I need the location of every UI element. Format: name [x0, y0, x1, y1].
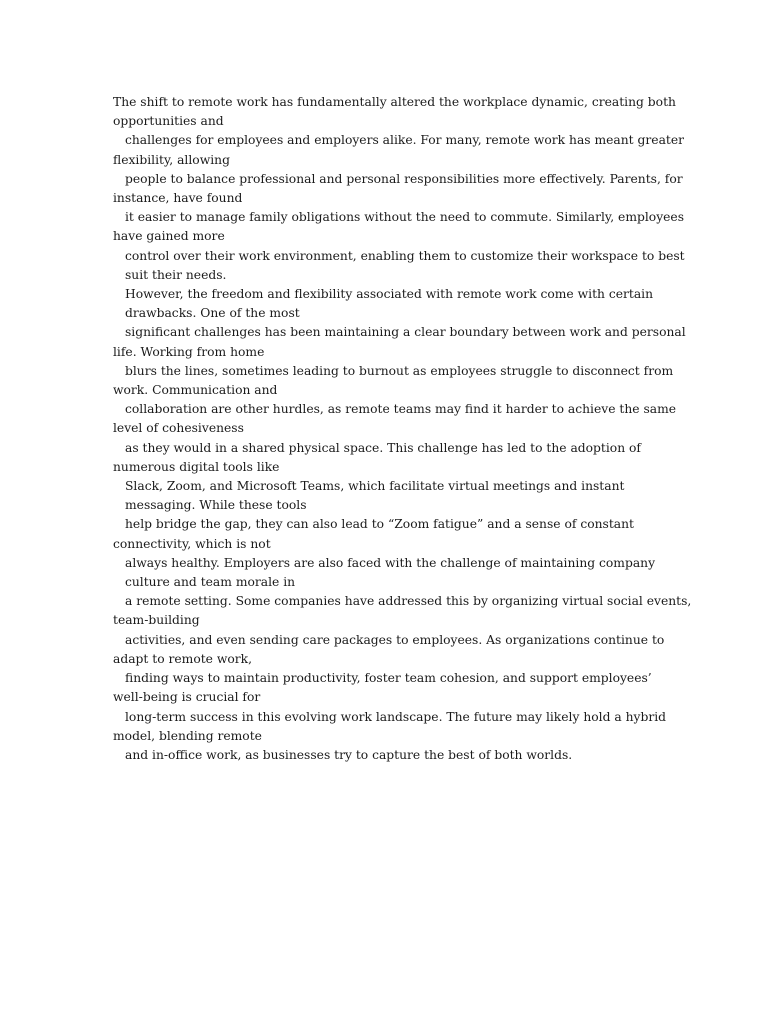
text-line: significant challenges has been maintaining a clear boundary between work and personal: [125, 325, 686, 340]
text-line: opportunities and: [113, 114, 224, 129]
text-line: help bridge the gap, they can also lead to “Zoom fatigue” and a sense of constant: [125, 517, 634, 532]
text-line: challenges for employees and employers alike. For many, remote work has meant greater: [125, 133, 684, 148]
text-line: as they would in a shared physical space. This challenge has led to the adoption of: [125, 440, 641, 455]
text-line: level of cohesiveness: [113, 421, 244, 436]
text-line: Slack, Zoom, and Microsoft Teams, which facilitate virtual meetings and instant: [125, 479, 625, 494]
text-line: long-term success in this evolving work landscape. The future may likely hold a hybrid: [125, 709, 667, 724]
text-line: have gained more: [113, 229, 225, 244]
text-line: blurs the lines, sometimes leading to burnout as employees struggle to disconnect from: [125, 363, 674, 378]
text-line: activities, and even sending care packages to employees. As organizations continue to: [125, 632, 665, 647]
text-line: culture and team morale in: [125, 575, 296, 590]
text-line: The shift to remote work has fundamentally altered the workplace dynamic, creating both: [113, 95, 676, 109]
text-line: and in-office work, as businesses try to capture the best of both worlds.: [125, 747, 573, 762]
text-line: drawbacks. One of the most: [125, 306, 300, 321]
text-line: life. Working from home: [113, 344, 265, 359]
text-line: people to balance professional and personal responsibilities more effectively. Parents, for: [125, 171, 683, 186]
text-line: work. Communication and: [113, 383, 278, 398]
text-line: adapt to remote work,: [113, 651, 253, 666]
text-line: messaging. While these tools: [125, 498, 307, 513]
text-line: team-building: [113, 613, 200, 628]
text-line: a remote setting. Some companies have addressed this by organizing virtual social events,: [125, 594, 692, 609]
text-line: However, the freedom and flexibility associated with remote work come with certain: [125, 287, 654, 302]
text-line: collaboration are other hurdles, as remote teams may find it harder to achieve the same: [125, 402, 677, 417]
text-line: it easier to manage family obligations without the need to commute. Similarly, employees: [125, 210, 685, 225]
text-line: instance, have found: [113, 191, 243, 206]
text-line: suit their needs.: [125, 267, 227, 282]
text-line: well-being is crucial for: [113, 690, 261, 705]
text-line: connectivity, which is not: [113, 536, 271, 551]
text-line: control over their work environment, enabling them to customize their workspace to best: [125, 248, 685, 263]
text-line: finding ways to maintain productivity, foster team cohesion, and support employees’: [125, 671, 652, 686]
body-text: [113, 93, 692, 765]
text-line: model, blending remote: [113, 728, 262, 743]
text-line: flexibility, allowing: [113, 152, 230, 167]
text-line: numerous digital tools like: [113, 459, 280, 474]
text-line: always healthy. Employers are also faced with the challenge of maintaining company: [125, 555, 656, 570]
